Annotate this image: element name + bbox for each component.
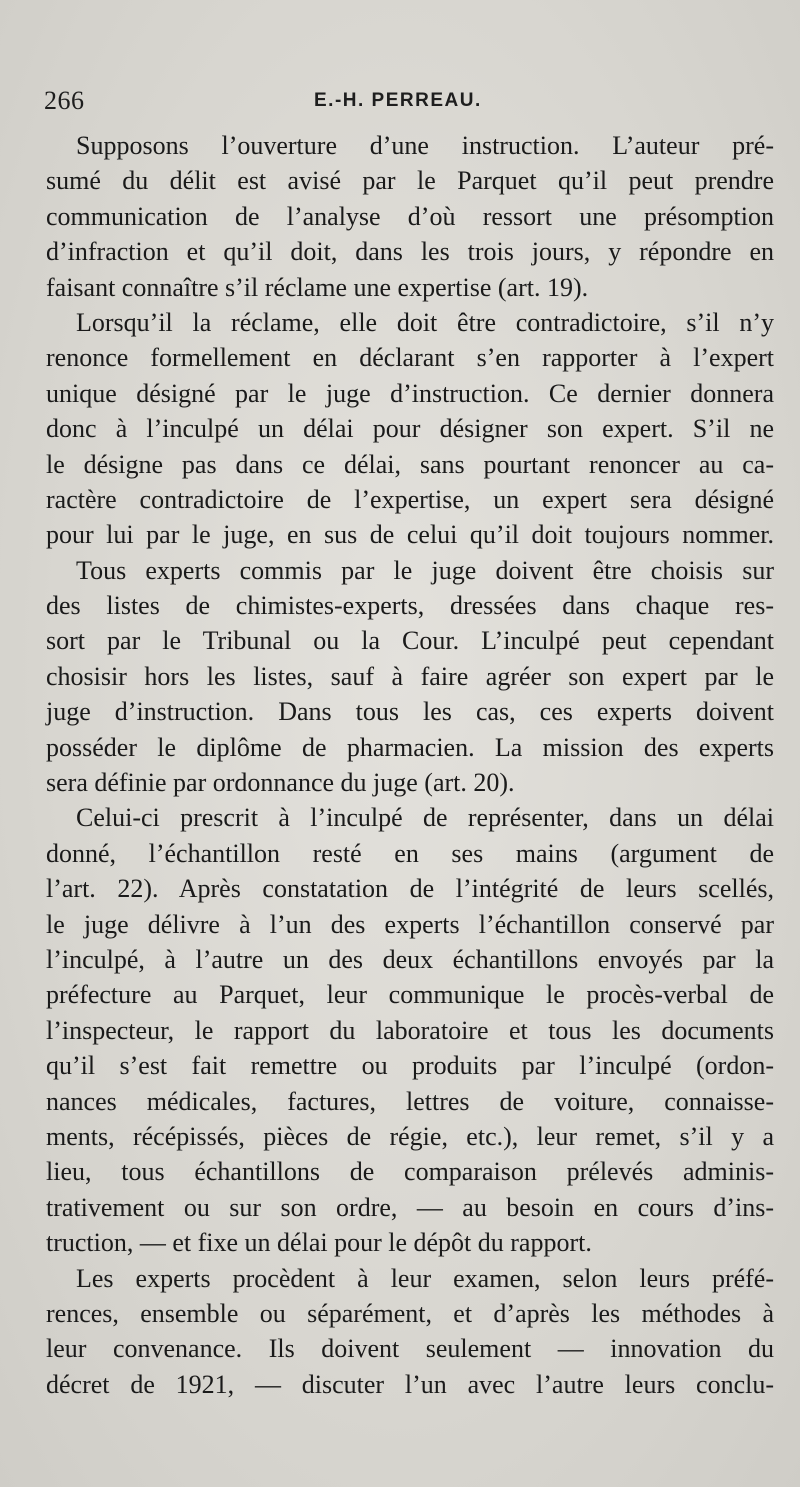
text-line: donc à l’inculpé un délai pour désigner son expert. S’il ne [46, 414, 774, 444]
text-line: sort par le Tribunal ou la Cour. L’inculpé peut cependant [46, 626, 774, 656]
text-line: chosisir hors les listes, sauf à faire agréer son expert par le [46, 661, 774, 691]
text-line: Celui-ci prescrit à l’inculpé de représenter, dans un délai [76, 803, 774, 833]
text-line: nances médicales, factures, lettres de voiture, connaisse- [46, 1086, 774, 1116]
text-line: préfecture au Parquet, leur communique le procès-verbal de [46, 980, 774, 1010]
text-line: truction, — et fixe un délai pour le dépôt du rapport. [46, 1228, 592, 1258]
text-line: Lorsqu’il la réclame, elle doit être contradictoire, s’il n’y [76, 307, 774, 337]
text-line: sera définie par ordonnance du juge (art. 20). [46, 768, 515, 798]
text-line: posséder le diplôme de pharmacien. La mission des experts [46, 732, 774, 762]
text-line: pour lui par le juge, en sus de celui qu’il doit toujours nommer. [46, 520, 774, 550]
text-line: qu’il s’est fait remettre ou produits par l’inculpé (ordon- [46, 1051, 774, 1081]
page-header [44, 86, 770, 122]
text-line: rences, ensemble ou séparément, et d’après les méthodes à [46, 1298, 774, 1328]
text-line: renonce formellement en déclarant s’en rapporter à l’expert [46, 343, 774, 373]
text-line: des listes de chimistes-experts, dressées dans chaque res- [46, 591, 774, 621]
text-line: le juge délivre à l’un des experts l’échantillon conservé par [46, 909, 774, 939]
text-line: l’inspecteur, le rapport du laboratoire et tous les documents [46, 1015, 774, 1045]
text-line: unique désigné par le juge d’instruction. Ce dernier donnera [46, 378, 774, 408]
text-line: ractère contradictoire de l’expertise, un expert sera désigné [46, 484, 774, 514]
text-line: sumé du délit est avisé par le Parquet qu’il peut prendre [46, 166, 774, 196]
text-line: leur convenance. Ils doivent seulement — innovation du [46, 1334, 774, 1364]
text-line: décret de 1921, — discuter l’un avec l’autre leurs conclu- [46, 1369, 774, 1399]
text-line: l’art. 22). Après constatation de l’intégrité de leurs scellés, [46, 874, 774, 904]
text-line: ments, récépissés, pièces de régie, etc.), leur remet, s’il y a [46, 1121, 774, 1151]
text-line: faisant connaître s’il réclame une expertise (art. 19). [46, 272, 589, 302]
text-line: Supposons l’ouverture d’une instruction. L’auteur pré- [76, 131, 774, 160]
text-line: donné, l’échantillon resté en ses mains (argument de [46, 838, 774, 868]
body-text [46, 128, 774, 1402]
text-line: trativement ou sur son ordre, — au besoin en cours d’ins- [46, 1192, 774, 1222]
text-line: l’inculpé, à l’autre un des deux échantillons envoyés par la [46, 944, 774, 974]
text-line: Les experts procèdent à leur examen, selon leurs préfé- [76, 1263, 774, 1293]
text-line: Tous experts commis par le juge doivent être choisis sur [76, 555, 774, 585]
text-line: lieu, tous échantillons de comparaison prélevés adminis- [46, 1157, 774, 1187]
text-line: communication de l’analyse d’où ressort une présomption [46, 201, 774, 231]
text-line: le désigne pas dans ce délai, sans pourtant renoncer au ca- [46, 449, 774, 479]
running-head: E.-H. PERREAU. [314, 90, 482, 111]
text-line: d’infraction et qu’il doit, dans les trois jours, y répondre en [46, 237, 774, 267]
page-number: 266 [44, 86, 85, 115]
text-line: juge d’instruction. Dans tous les cas, ces experts doivent [46, 697, 774, 727]
